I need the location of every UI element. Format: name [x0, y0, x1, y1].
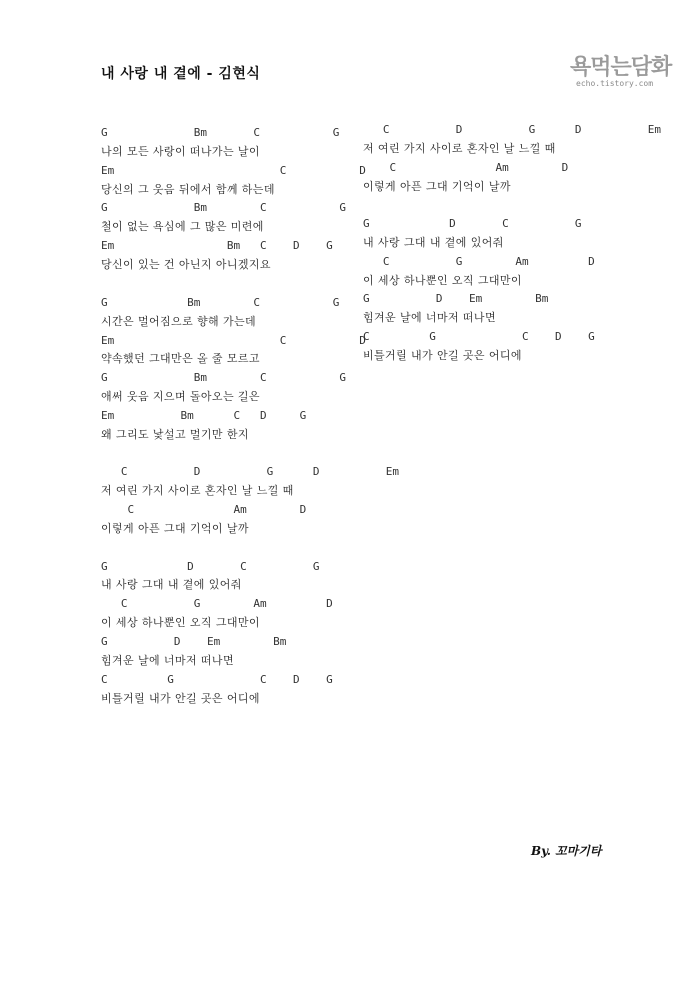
lyric-line: 힘겨운 날에 너마저 떠나면	[363, 311, 496, 324]
chord-line: C G Am D	[363, 255, 595, 268]
chord-line: C D G D Em	[363, 123, 662, 136]
lyric-line: 이 세상 하나뿐인 오직 그대만이	[101, 616, 260, 629]
chord-line: C Am D	[101, 503, 307, 516]
chord-line: G D C G	[363, 217, 582, 230]
logo-url: echo.tistory.com	[576, 79, 654, 88]
blog-logo	[566, 50, 672, 94]
lyric-line: 힘겨운 날에 너마저 떠나면	[101, 654, 234, 667]
author-byline: By. 꼬마기타	[531, 844, 602, 858]
chord-line: C G Am D	[101, 597, 333, 610]
chord-line: Em C D	[101, 334, 366, 347]
lyric-line: 저 여린 가지 사이로 혼자인 날 느낄 때	[101, 484, 294, 497]
lyric-line: 비틀거릴 내가 안길 곳은 어디에	[363, 349, 522, 362]
lyric-line: 약속했던 그대만은 올 줄 모르고	[101, 352, 260, 365]
chord-line: G D Em Bm	[101, 635, 287, 648]
lyric-line: 나의 모든 사랑이 떠나가는 날이	[101, 145, 260, 158]
chord-line: G D C G	[101, 560, 320, 573]
lyric-line: 이 세상 하나뿐인 오직 그대만이	[363, 274, 522, 287]
chord-line: C G C D G	[101, 673, 333, 686]
lyric-line: 철이 없는 욕심에 그 많은 미련에	[101, 220, 264, 233]
lyric-line: 이렇게 아픈 그대 기억이 날까	[363, 180, 511, 193]
chord-line: G Bm C G	[101, 371, 347, 384]
chord-line: G Bm C G	[101, 296, 340, 309]
logo-text: 욕먹는담화	[570, 55, 672, 80]
lyric-line: 내 사랑 그대 내 곁에 있어줘	[363, 236, 504, 249]
chord-line: Em C D	[101, 164, 366, 177]
chord-line: G Bm C G	[101, 201, 347, 214]
chord-line: G D Em Bm	[363, 292, 549, 305]
chord-line: C Am D	[363, 161, 569, 174]
lyric-line: 이렇게 아픈 그대 기억이 날까	[101, 522, 249, 535]
lyric-line: 애써 웃음 지으며 돌아오는 길은	[101, 390, 260, 403]
lyric-line: 시간은 멀어짐으로 향해 가는데	[101, 315, 257, 328]
chord-line: Em Bm C D G	[101, 239, 333, 252]
song-title: 내 사랑 내 곁에 - 김현식	[101, 66, 261, 82]
lyric-line: 왜 그리도 낯설고 멀기만 한지	[101, 428, 249, 441]
chord-line: C D G D Em	[101, 465, 400, 478]
lyric-line: 내 사랑 그대 내 곁에 있어줘	[101, 578, 242, 591]
lyric-line: 당신의 그 웃음 뒤에서 함께 하는데	[101, 183, 275, 196]
lyric-line: 비틀거릴 내가 안길 곳은 어디에	[101, 692, 260, 705]
chord-line: Em Bm C D G	[101, 409, 307, 422]
lyric-line: 당신이 있는 건 아닌지 아니겠지요	[101, 258, 271, 271]
chord-line: G Bm C G	[101, 126, 340, 139]
chord-line: C G C D G	[363, 330, 595, 343]
lyric-line: 저 여린 가지 사이로 혼자인 날 느낄 때	[363, 142, 556, 155]
